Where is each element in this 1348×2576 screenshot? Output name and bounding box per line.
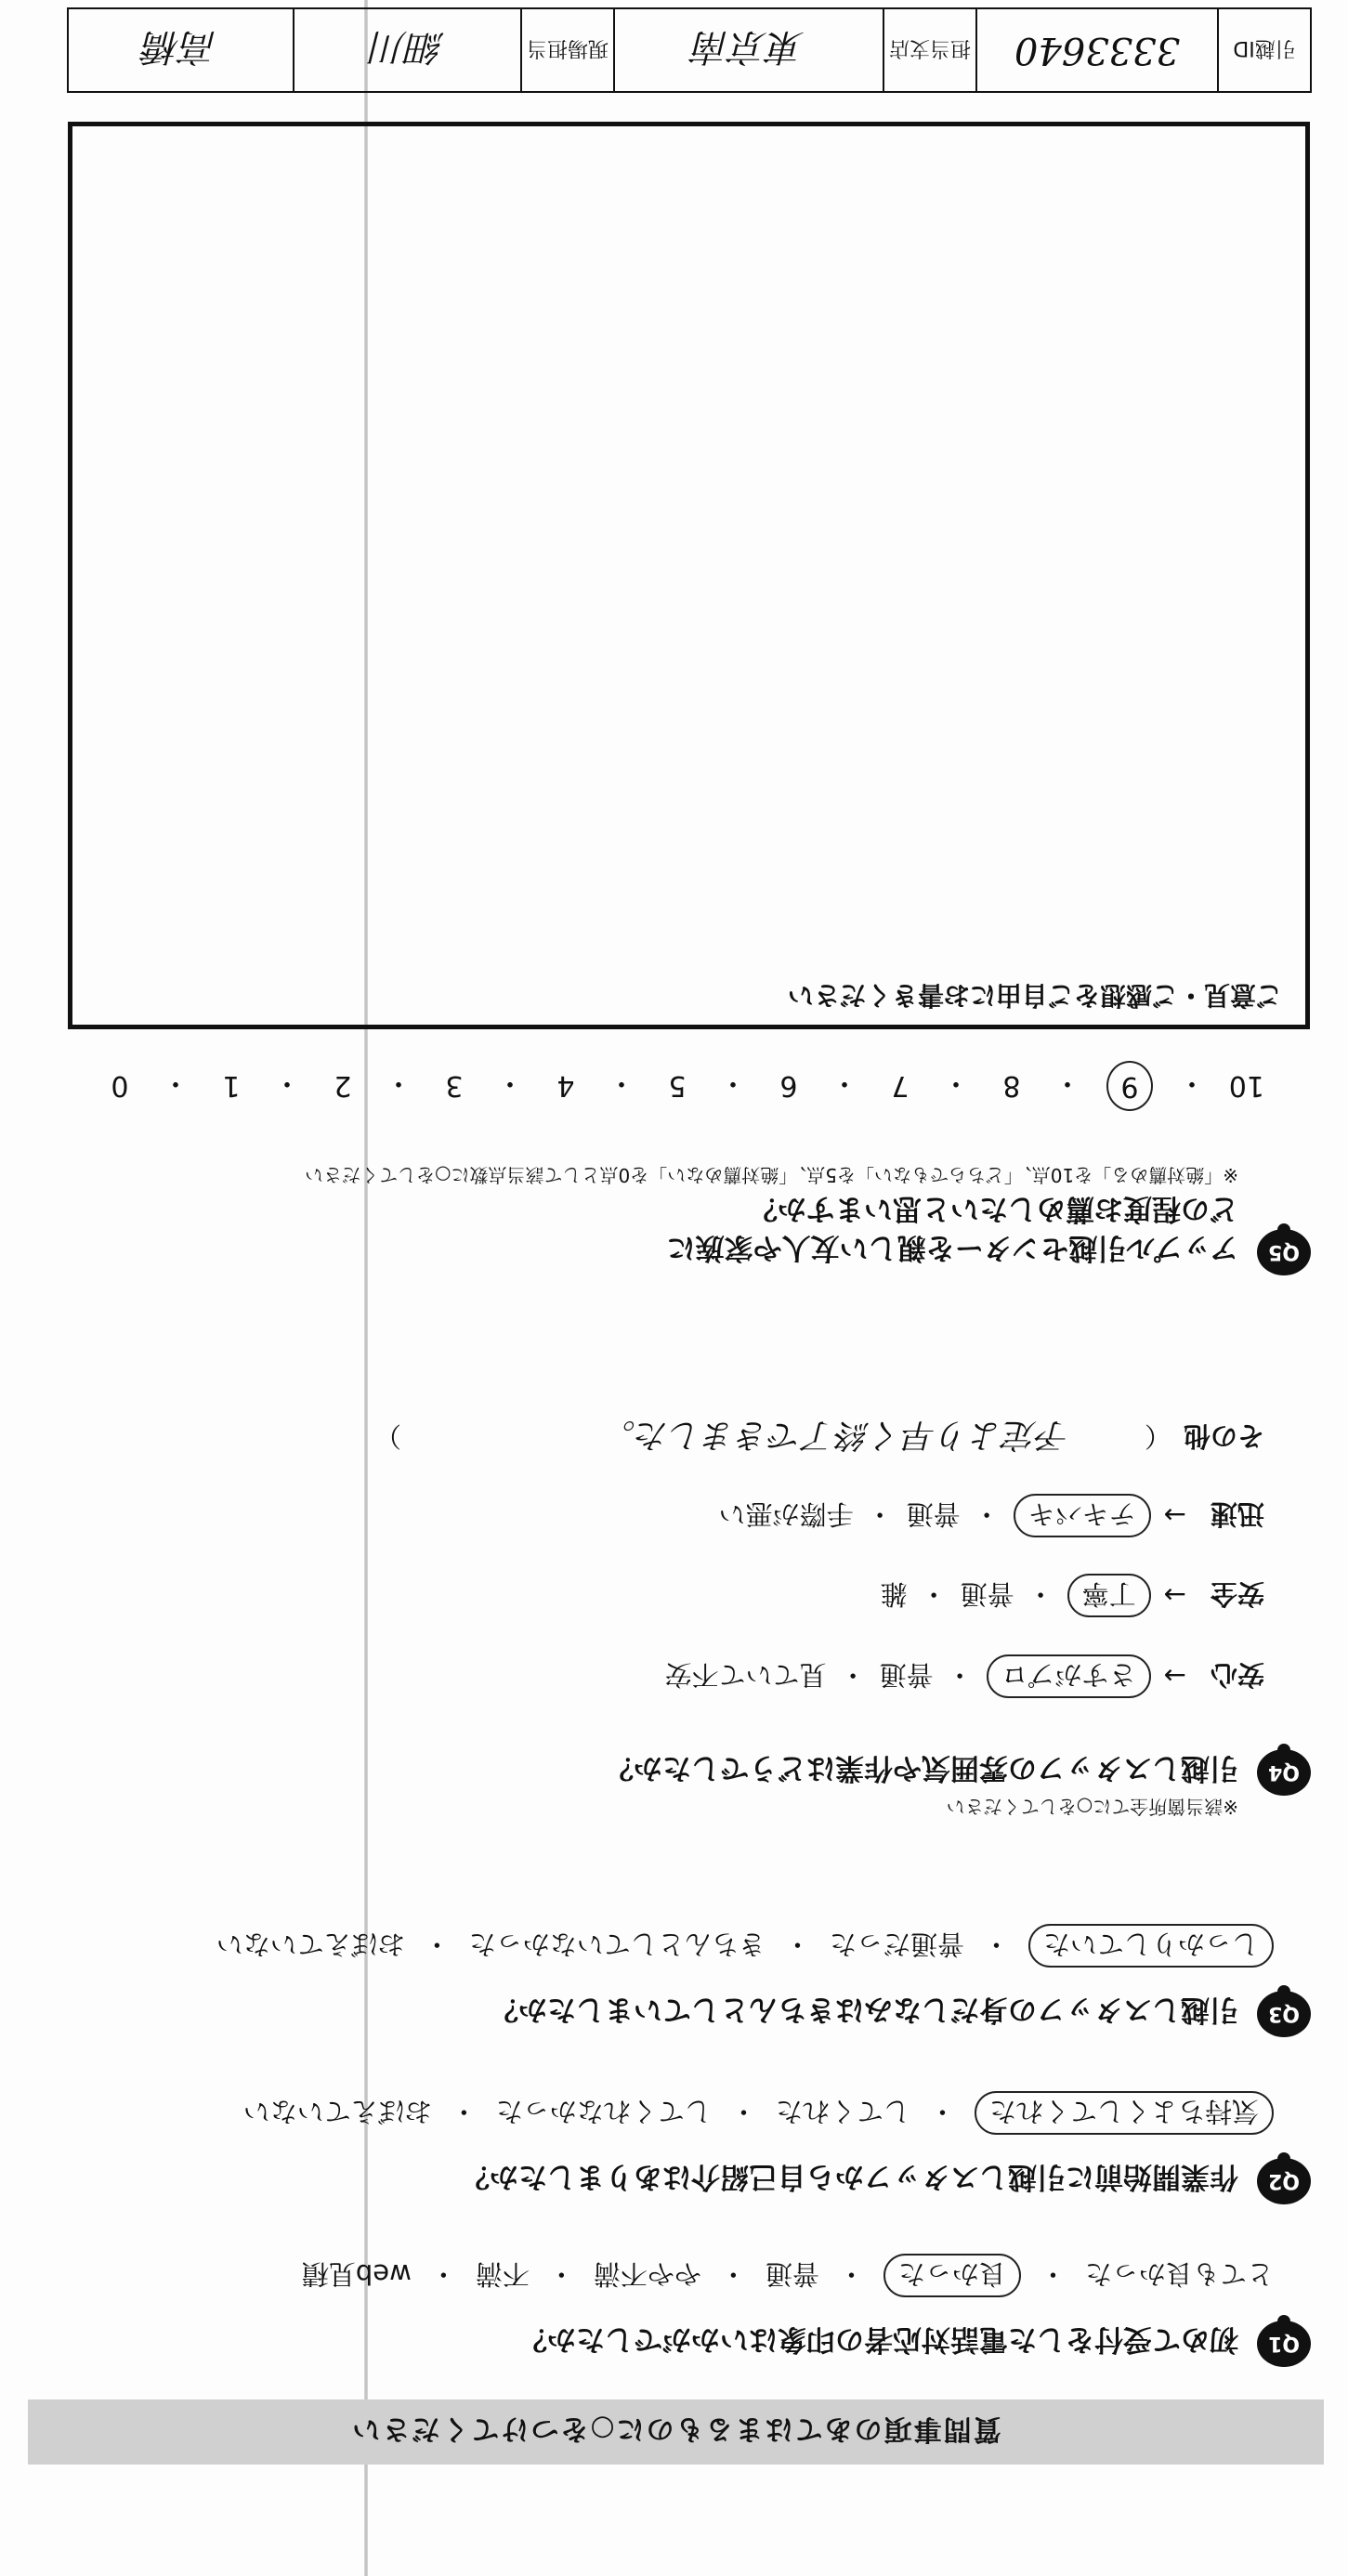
paren-open: （ [1144, 1420, 1171, 1452]
q5-badge: Q5 [1257, 1229, 1311, 1275]
branch-label: 担当支店 [883, 9, 975, 91]
q1-option-selected[interactable]: 良かった [883, 2254, 1021, 2297]
q1-option[interactable]: web見積 [301, 2258, 412, 2290]
score-option[interactable]: 2 [334, 1069, 352, 1103]
q5-scale: 10 ・ 9 ・ 8 ・ 7 ・ 6 ・ 5 ・ 4 ・ 3 ・ 2 ・ 1 ・ 0 [103, 1061, 1264, 1111]
q2-option[interactable]: おぼえていない [242, 2096, 432, 2127]
q4-row-label: 安全 [1210, 1578, 1264, 1610]
q4-badge: Q4 [1257, 1749, 1311, 1796]
office-use-bar [67, 7, 1312, 93]
q1-option[interactable]: やや不満 [593, 2258, 701, 2290]
q4-row-label: 安心 [1210, 1659, 1264, 1691]
q1-badge: Q1 [1257, 2321, 1311, 2367]
q4-option-selected[interactable]: テキパキ [1014, 1494, 1151, 1537]
branch-value: 東京南 [613, 9, 883, 91]
staff-value-1: 細川 [293, 9, 520, 91]
staff-value-2: 高橋 [143, 25, 218, 69]
q2-badge: Q2 [1257, 2158, 1311, 2204]
score-option[interactable]: 4 [556, 1069, 575, 1103]
q4-option-selected[interactable]: さすがプロ [987, 1654, 1151, 1698]
q4-text: 引越しスタッフの雰囲気や作業はどうでしたか？ [605, 1751, 1238, 1785]
q3-badge: Q3 [1257, 1991, 1311, 2037]
q4-option-selected[interactable]: 丁寧 [1067, 1574, 1151, 1617]
arrow-icon: → [1163, 1499, 1186, 1532]
q5-text-line2: どの程度お薦めしたいと思いますか？ [749, 1192, 1238, 1225]
q3-option-selected[interactable]: しっかりしていた [1028, 1924, 1274, 1968]
q1-text: 初めて受付をした電話対応者の印象はいかがでしたか？ [518, 2322, 1238, 2356]
q3-option[interactable]: きちんとしていなかった [468, 1929, 766, 1960]
q4-row-anzen: 安全 → 丁寧 ・ 普通 ・ 雑 [881, 1574, 1264, 1617]
score-option[interactable]: 8 [1002, 1069, 1021, 1103]
q1-options: とても良かった ・ 良かった ・ 普通 ・ やや不満 ・ 不満 ・ web見積 [302, 2254, 1274, 2297]
q4-other-label: その他 [1183, 1420, 1264, 1452]
q3-text: 引越しスタッフの身だしなみはきちんとしていましたか？ [490, 1993, 1238, 2026]
arrow-icon: → [1163, 1660, 1186, 1693]
score-option[interactable]: 3 [445, 1069, 464, 1103]
score-option[interactable]: 7 [891, 1069, 910, 1103]
q4-option[interactable]: 手際が悪い [718, 1498, 854, 1530]
score-option[interactable]: 5 [668, 1069, 687, 1103]
q2-text: 作業開始前に引越しスタッフから自己紹介はありましたか？ [461, 2160, 1238, 2193]
q5-text-line1: アップル引越センターを親しい友人や家族に [666, 1231, 1238, 1264]
instruction-text: 質問事項のあてはまるものに○をつけてください [350, 2413, 1001, 2445]
instruction-banner [28, 2399, 1324, 2465]
q4-option[interactable]: 普通 [879, 1659, 934, 1691]
q1-option[interactable]: とても良かった [1084, 2258, 1274, 2290]
q4-note: ※該当箇所全てに○をしてください [946, 1796, 1238, 1818]
score-option[interactable]: 0 [111, 1069, 129, 1103]
q3-option[interactable]: おぼえていない [216, 1929, 405, 1960]
q1-option[interactable]: 普通 [765, 2258, 819, 2290]
paren-close: ） [373, 1420, 401, 1452]
q3-options: しっかりしていた ・ 普通だった ・ きちんとしていなかった ・ おぼえていない [216, 1924, 1274, 1968]
q4-row-label: 迅速 [1210, 1498, 1264, 1530]
q4-option[interactable]: 雑 [880, 1578, 908, 1610]
q4-other [374, 1414, 1264, 1461]
q4-other-text[interactable]: 予定より早く終了できました。 [601, 1416, 1070, 1454]
moving-id-value: 3333640 [975, 9, 1217, 91]
q1-option[interactable]: 不満 [475, 2258, 530, 2290]
q5-note: ※「絶対薦める」を10点、「どちらでもない」を5点、「絶対薦めない」を0点として該当点数に○をしてください [305, 1164, 1238, 1186]
q4-option[interactable]: 見ていて不安 [664, 1659, 827, 1691]
moving-id-label: 引越ID [1217, 9, 1310, 91]
comments-title: ご意見・ご感想をご自由にお書きください [787, 980, 1282, 1011]
score-option[interactable]: 1 [222, 1069, 241, 1103]
q4-option[interactable]: 普通 [960, 1578, 1014, 1610]
score-option-selected[interactable]: 9 [1106, 1061, 1153, 1111]
q4-option[interactable]: 普通 [906, 1498, 961, 1530]
q4-row-jinsoku: 迅速 → テキパキ ・ 普通 ・ 手際が悪い [719, 1494, 1264, 1537]
q2-options: 気持ちよくしてくれた ・ してくれた ・ してくれなかった ・ おぼえていない [243, 2091, 1274, 2135]
score-option[interactable]: 10 [1228, 1069, 1264, 1103]
comments-box[interactable] [68, 122, 1310, 1029]
arrow-icon: → [1163, 1579, 1186, 1612]
q2-option[interactable]: してくれた [775, 2096, 910, 2127]
staff-label: 現場担当 [520, 9, 613, 91]
q2-option[interactable]: してくれなかった [495, 2096, 712, 2127]
q3-option[interactable]: 普通だった [829, 1929, 964, 1960]
q2-option-selected[interactable]: 気持ちよくしてくれた [975, 2091, 1274, 2135]
score-option[interactable]: 6 [779, 1069, 798, 1103]
q4-row-anshin: 安心 → さすがプロ ・ 普通 ・ 見ていて不安 [665, 1654, 1264, 1698]
